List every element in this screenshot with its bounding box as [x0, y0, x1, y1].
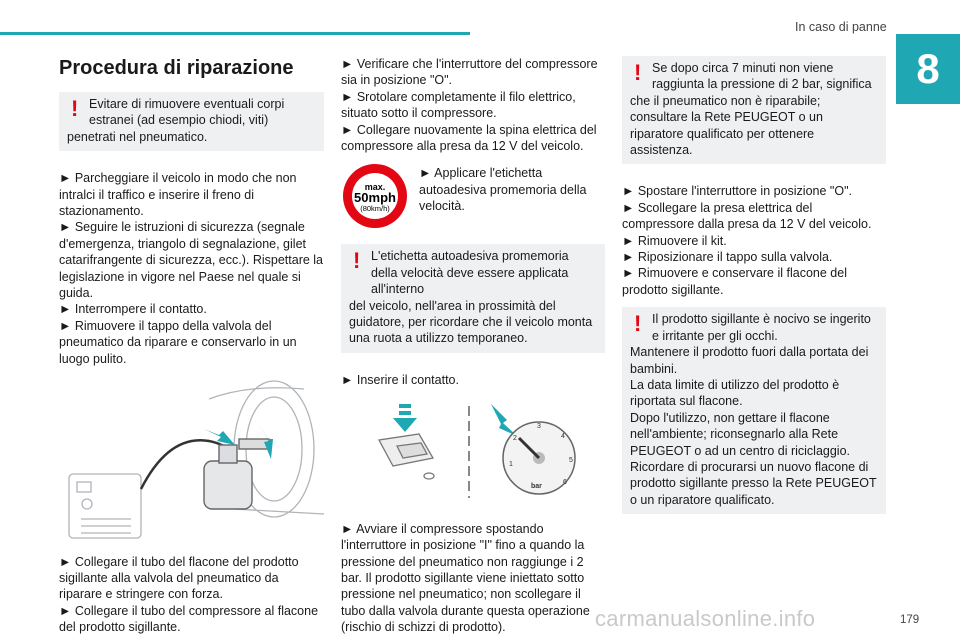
step: ► Srotolare completamente il filo elettrico, situato sotto il compressore. — [341, 89, 576, 121]
page-number: 179 — [900, 614, 920, 626]
step: ► Interrompere il contatto. — [59, 302, 207, 317]
warning-text: che il pneumatico non è riparabile; consultare la Rete PEUGEOT o un riparatore qualificato per ottenere assistenza. — [630, 93, 823, 158]
warning-box-sticker — [341, 244, 605, 352]
warning-text: Dopo l'utilizzo, non gettare il flacone nell'ambiente; riconsegnarlo alla Rete PEUGEOT o ad un centro di riciclaggio. — [630, 410, 851, 458]
step: ► Inserire il contatto. — [341, 372, 459, 387]
step: ► Avviare il compressore spostando l'interruttore in posizione "I" fino a quando la pressione del pneumatico non raggiunge i 2 bar. Il prodotto sigillante viene iniettato sotto pressione nel pneumatico; non scollegare il tubo dalla valvola durante questa operazione (rischio di schizzi di prodotto). — [341, 521, 590, 635]
step: ► Rimuovere il kit. — [622, 233, 727, 248]
warning-text: Mantenere il prodotto fuori dalla portata dei bambini. — [630, 345, 869, 376]
step: ► Collegare il tubo del flacone del prodotto sigillante alla valvola del pneumatico da riparare e stringere con forza. — [59, 554, 299, 602]
warning-text: Il prodotto sigillante è nocivo se ingerito e irritante per gli occhi. — [652, 312, 871, 343]
warning-text: L'etichetta autoadesiva promemoria della velocità deve essere applicata all'interno — [371, 249, 569, 297]
warning-box-foreign-objects — [59, 92, 324, 151]
speed-limit-sticker — [341, 162, 409, 230]
gauge-tick: 3 — [537, 423, 541, 431]
step: ► Rimuovere e conservare il flacone del prodotto sigillante. — [622, 266, 847, 297]
warning-text: penetrati nel pneumatico. — [67, 129, 208, 144]
step: ► Collegare nuovamente la spina elettrica del compressore alla presa da 12 V del veicolo. — [341, 122, 597, 154]
gauge-tick: 4 — [561, 433, 565, 441]
column-2 — [341, 56, 605, 636]
step: ► Collegare il tubo del compressore al flacone del prodotto sigillante. — [59, 603, 319, 635]
sticker-speed-kmh: (80km/h) — [360, 204, 390, 214]
gauge-tick: 2 — [513, 435, 517, 443]
gauge-tick: 6 — [563, 479, 567, 487]
column-3 — [622, 56, 886, 524]
step: ► Parcheggiare il veicolo in modo che non intralci il traffico e inserire il freno di stazionamento. — [59, 171, 297, 219]
step: ► Riposizionare il tappo sulla valvola. — [622, 250, 833, 265]
warning-icon: ! — [71, 96, 79, 121]
column-1 — [59, 56, 324, 636]
warning-text: La data limite di utilizzo del prodotto è riportata sul flacone. — [630, 377, 840, 409]
step: ► Verificare che l'interruttore del compressore sia in posizione "O". — [341, 57, 598, 88]
warning-box-pressure — [622, 56, 886, 164]
section-title: In caso di panne — [795, 20, 887, 34]
step: ► Applicare l'etichetta autoadesiva promemoria della velocità. — [419, 166, 587, 214]
step: ► Seguire le istruzioni di sicurezza (segnale d'emergenza, triangolo di segnalazione, gilet catarifrangente di sicurezza, ecc.). Rispettare la legislazione in vigore nel Paese nel quale si guida. — [59, 220, 324, 301]
switch-and-gauge-illustration — [341, 396, 605, 506]
gauge-tick: 5 — [569, 457, 573, 465]
sticker-max-label: max. — [364, 182, 386, 193]
chapter-number-badge: 8 — [896, 34, 960, 104]
step: ► Spostare l'interruttore in posizione "O". — [622, 184, 852, 199]
header-accent-bar — [0, 32, 470, 35]
warning-icon: ! — [353, 248, 361, 274]
gauge-tick: 1 — [509, 461, 513, 469]
compressor-connection-illustration — [59, 379, 324, 539]
gauge-unit: bar — [531, 483, 542, 491]
warning-box-sealant-hazard — [622, 307, 886, 514]
warning-text: Se dopo circa 7 minuti non viene raggiunta la pressione di 2 bar, significa — [652, 61, 872, 92]
warning-icon: ! — [634, 311, 642, 337]
warning-text: Ricordare di procurarsi un nuovo flacone di prodotto sigillante presso la Rete PEUGEOT o un riparatore qualificato. — [630, 459, 877, 507]
step: ► Rimuovere il tappo della valvola del pneumatico da riparare e conservarlo in un luogo pulito. — [59, 318, 297, 366]
warning-icon: ! — [634, 60, 642, 85]
page-title: Procedura di riparazione — [59, 57, 294, 79]
step: ► Scollegare la presa elettrica del compressore dalla presa da 12 V del veicolo. — [622, 200, 872, 232]
sticker-speed-mph: 50mph — [354, 190, 396, 206]
watermark: carmanualsonline.info — [595, 606, 816, 631]
warning-text: del veicolo, nell'area in prossimità del guidatore, per ricordare che il veicolo monta una ruota a utilizzo temporaneo. — [349, 298, 593, 346]
speed-sticker-row — [341, 162, 605, 230]
warning-text: Evitare di rimuovere eventuali corpi estranei (ad esempio chiodi, viti) — [89, 97, 285, 128]
